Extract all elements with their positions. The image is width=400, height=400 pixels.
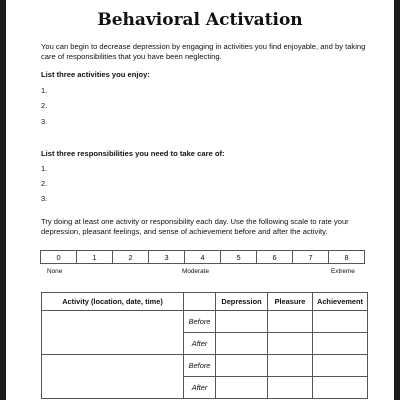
responsibility-item-1: 1.: [41, 164, 48, 173]
activities-heading: List three activities you enjoy:: [41, 70, 150, 79]
header-activity: Activity (location, date, time): [42, 293, 184, 311]
activity-log-table: [41, 292, 368, 399]
phase-cell: After: [184, 377, 216, 399]
scale-value-6: 6: [257, 251, 293, 263]
pleasure-cell[interactable]: [268, 355, 313, 377]
scale-value-3: 3: [149, 251, 185, 263]
table-row: [42, 355, 368, 377]
rating-scale: [40, 250, 365, 264]
depression-cell[interactable]: [216, 377, 268, 399]
header-achievement: Achievement: [313, 293, 368, 311]
depression-cell[interactable]: [216, 311, 268, 333]
phase-cell: After: [184, 333, 216, 355]
header-phase: [184, 293, 216, 311]
responsibilities-heading: List three responsibilities you need to take care of:: [41, 149, 225, 158]
scale-label-none: None: [47, 268, 63, 275]
scale-value-1: 1: [77, 251, 113, 263]
achievement-cell[interactable]: [313, 355, 368, 377]
scale-value-2: 2: [113, 251, 149, 263]
worksheet-page: [6, 0, 394, 400]
scale-value-0: 0: [41, 251, 77, 263]
scale-label-moderate: Moderate: [182, 268, 209, 275]
depression-cell[interactable]: [216, 355, 268, 377]
scale-instructions: Try doing at least one activity or responsibility each day. Use the following scale to rate your depression, pleasant feelings, and sense of achievement before and after the activity.: [41, 217, 349, 237]
activity-item-3: 3.: [41, 117, 48, 126]
scale-label-extreme: Extreme: [331, 268, 355, 275]
pleasure-cell[interactable]: [268, 377, 313, 399]
scale-value-8: 8: [344, 252, 349, 262]
pleasure-cell[interactable]: [268, 311, 313, 333]
table-row: [42, 311, 368, 333]
activity-item-1: 1.: [41, 86, 48, 95]
responsibility-item-2: 2.: [41, 179, 48, 188]
activity-cell[interactable]: [42, 311, 184, 355]
activity-item-2: 2.: [41, 101, 48, 110]
depression-cell[interactable]: [216, 333, 268, 355]
phase-cell: Before: [184, 355, 216, 377]
page-title: Behavioral Activation: [97, 10, 303, 30]
table-header-row: [42, 293, 368, 311]
activity-cell[interactable]: [42, 355, 184, 399]
scale-value-4: 4: [185, 251, 221, 263]
intro-text: You can begin to decrease depression by engaging in activities you find enjoyable, and by taking care of responsibilities that you have been neglecting.: [41, 42, 366, 62]
scale-value-7: 7: [293, 251, 329, 263]
responsibility-item-3: 3.: [41, 194, 48, 203]
pleasure-cell[interactable]: [268, 333, 313, 355]
phase-cell: Before: [184, 311, 216, 333]
achievement-cell[interactable]: [313, 333, 368, 355]
scale-value-5: 5: [221, 251, 257, 263]
header-pleasure: Pleasure: [268, 293, 313, 311]
header-depression: Depression: [216, 293, 268, 311]
achievement-cell[interactable]: [313, 377, 368, 399]
achievement-cell[interactable]: [313, 311, 368, 333]
